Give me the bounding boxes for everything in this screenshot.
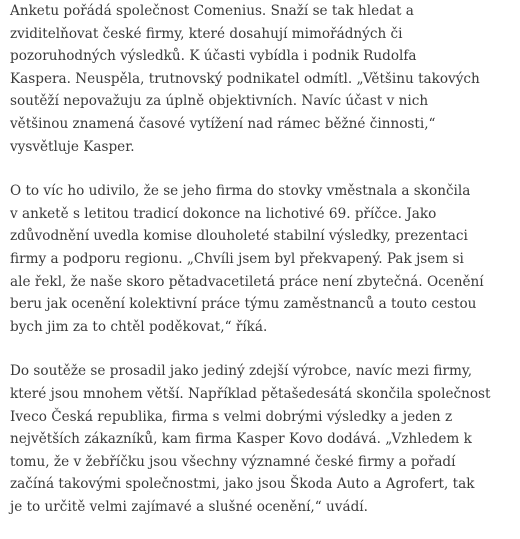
text-line: Anketu pořádá společnost Comenius. Snaží se tak hledat a [10, 3, 414, 19]
text-line: největších zákazníků, kam firma Kasper Kovo dodává. „Vzhledem k [10, 431, 472, 448]
text-line: soutěží nepovažuju za úplně objektivních. Navíc účast v nich [10, 93, 429, 110]
text-line: začíná takovými společnostmi, jako jsou Škoda Auto a Agrofert, tak [10, 476, 475, 493]
text-line: je to určitě velmi zajímavé a slušné ocenění,“ uvádí. [10, 498, 368, 515]
article-paragraph [10, 360, 510, 518]
text-line: vysvětluje Kasper. [10, 138, 135, 155]
article-body [10, 0, 510, 518]
text-line: O to víc ho udivilo, že se jeho firma do stovky vměstnala a skončila [10, 183, 471, 200]
text-line: které jsou mnohem větší. Například pětašedesátá skončila společnost [10, 385, 491, 402]
text-line: Iveco Česká republika, firma s velmi dobrými výsledky a jeden z [10, 408, 453, 425]
text-line: v anketě s letitou tradicí dokonce na lichotivé 69. příčce. Jako [10, 205, 437, 222]
text-line: tomu, že v žebříčku jsou všechny významné české firmy a pořadí [10, 453, 456, 470]
article-paragraph [10, 0, 510, 158]
text-line: beru jak ocenění kolektivní práce týmu zaměstnanců a touto cestou [10, 296, 477, 313]
text-line: firmy a podporu regionu. „Chvíli jsem byl překvapený. Pak jsem si [10, 250, 464, 267]
text-line: většinou znamená časové vytížení nad rámec běžné činnosti,“ [10, 115, 436, 132]
text-line: Kaspera. Neuspěla, trutnovský podnikatel odmítl. „Většinu takových [10, 70, 480, 87]
text-line: zdůvodnění uvedla komise dlouholeté stabilní výsledky, prezentaci [10, 228, 468, 245]
text-line: Do soutěže se prosadil jako jediný zdejší výrobce, navíc mezi firmy, [10, 363, 473, 380]
text-line: pozoruhodných výsledků. K účasti vybídla i podnik Rudolfa [10, 48, 417, 65]
text-line: bych jim za to chtěl poděkovat,“ říká. [10, 318, 268, 335]
text-line: ale řekl, že naše skoro pětadvacetiletá práce není zbytečná. Ocenění [10, 273, 484, 290]
text-line: zviditelňovat české firmy, které dosahují mimořádných či [10, 25, 403, 42]
article-paragraph [10, 180, 510, 338]
